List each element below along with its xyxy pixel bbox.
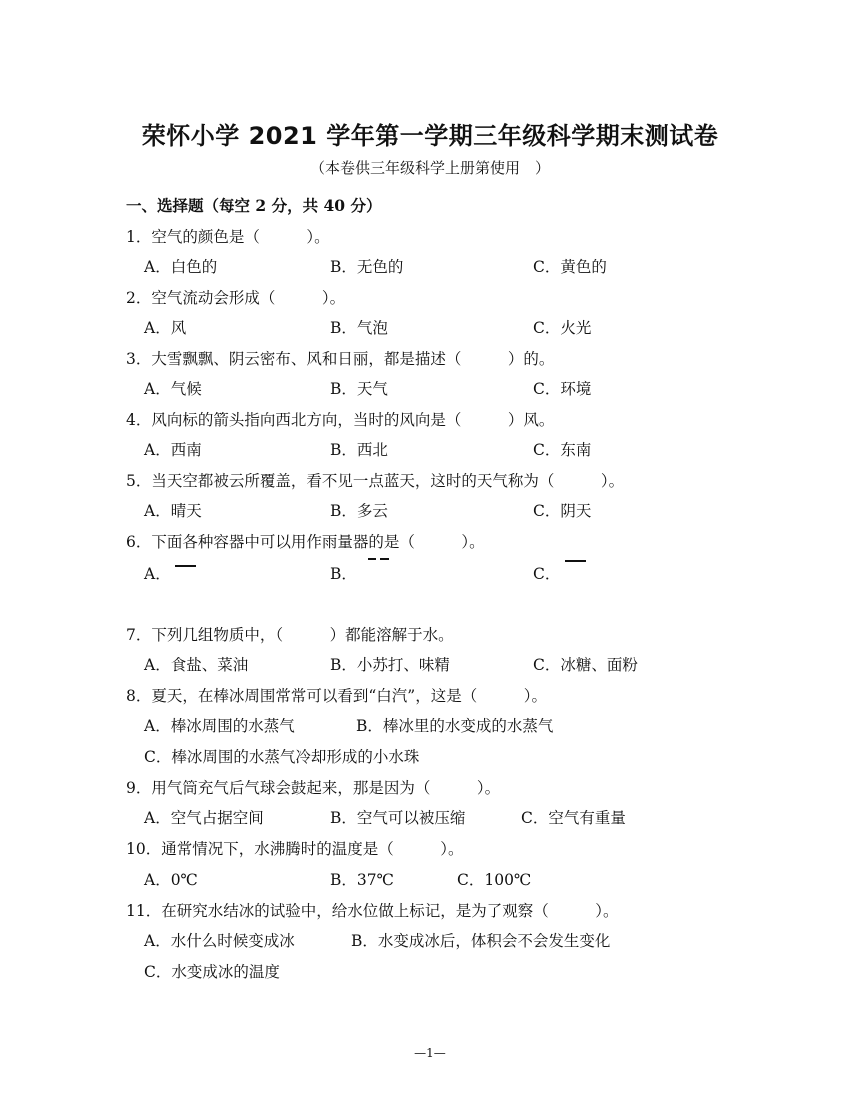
exam-title: 荣怀小学 2021 学年第一学期三年级科学期末测试卷 — [141, 122, 719, 150]
q5-option-a: A．晴天 — [144, 502, 202, 520]
q11-option-c: C．水变成冰的温度 — [144, 963, 280, 981]
q3-option-b: B．天气 — [330, 380, 388, 398]
q4-option-a: A．西南 — [144, 441, 202, 459]
q10-option-a: A．0℃ — [144, 871, 198, 889]
q9-option-a: A．空气占据空间 — [144, 809, 264, 827]
question-7: 7．下列几组物质中，（ ）都能溶解于水。 — [126, 626, 454, 644]
container-a-image — [175, 565, 196, 567]
q3-option-a: A．气候 — [144, 380, 202, 398]
q1-option-a: A．白色的 — [144, 258, 218, 276]
q6-option-b: B． — [330, 565, 357, 583]
q4-option-b: B．西北 — [330, 441, 388, 459]
q7-option-a: A．食盐、菜油 — [144, 656, 249, 674]
q8-option-a: A．棒冰周围的水蒸气 — [144, 717, 295, 735]
question-11: 11．在研究水结冰的试验中，给水位做上标记，是为了观察（ ）。 — [126, 902, 619, 920]
q11-option-b: B．水变成冰后，体积会不会发生变化 — [351, 932, 611, 950]
q5-option-c: C．阴天 — [533, 502, 592, 520]
q4-option-c: C．东南 — [533, 441, 592, 459]
q7-option-c: C．冰糖、面粉 — [533, 656, 638, 674]
q7-option-b: B．小苏打、味精 — [330, 656, 450, 674]
question-5: 5．当天空都被云所覆盖，看不见一点蓝天，这时的天气称为（ ）。 — [126, 472, 625, 490]
container-b-image-part — [380, 558, 389, 560]
q2-option-a: A．风 — [144, 319, 187, 337]
exam-subtitle: （本卷供三年级科学上册第使用 ） — [309, 159, 550, 177]
q5-option-b: B．多云 — [330, 502, 388, 520]
question-9: 9．用气筒充气后气球会鼓起来，那是因为（ ）。 — [126, 779, 501, 797]
page-number: —1— — [414, 1046, 446, 1060]
q9-option-b: B．空气可以被压缩 — [330, 809, 466, 827]
q3-option-c: C．环境 — [533, 380, 592, 398]
q1-option-c: C．黄色的 — [533, 258, 607, 276]
question-2: 2．空气流动会形成（ ）。 — [126, 289, 346, 307]
question-6: 6．下面各种容器中可以用作雨量器的是（ ）。 — [126, 533, 485, 551]
section-heading: 一、选择题（每空 2 分，共 40 分） — [126, 196, 382, 215]
q10-option-b: B．37℃ — [330, 871, 394, 889]
question-3: 3．大雪飘飘、阴云密布、风和日丽，都是描述（ ）的。 — [126, 350, 555, 368]
question-1: 1．空气的颜色是（ ）。 — [126, 228, 330, 246]
q11-option-a: A．水什么时候变成冰 — [144, 932, 295, 950]
q6-option-a: A． — [144, 565, 171, 583]
q2-option-c: C．火光 — [533, 319, 592, 337]
q6-option-c: C． — [533, 565, 561, 583]
question-10: 10．通常情况下，水沸腾时的温度是（ ）。 — [126, 840, 464, 858]
q1-option-b: B．无色的 — [330, 258, 404, 276]
q8-option-c: C．棒冰周围的水蒸气冷却形成的小水珠 — [144, 748, 420, 766]
q9-option-c: C．空气有重量 — [521, 809, 626, 827]
container-c-image — [565, 560, 586, 562]
q10-option-c: C．100℃ — [457, 871, 532, 889]
question-8: 8．夏天，在棒冰周围常常可以看到“白汽”，这是（ ）。 — [126, 687, 547, 705]
q8-option-b: B．棒冰里的水变成的水蒸气 — [356, 717, 554, 735]
question-4: 4．风向标的箭头指向西北方向，当时的风向是（ ）风。 — [126, 411, 555, 429]
container-b-image — [368, 558, 376, 560]
q2-option-b: B．气泡 — [330, 319, 388, 337]
